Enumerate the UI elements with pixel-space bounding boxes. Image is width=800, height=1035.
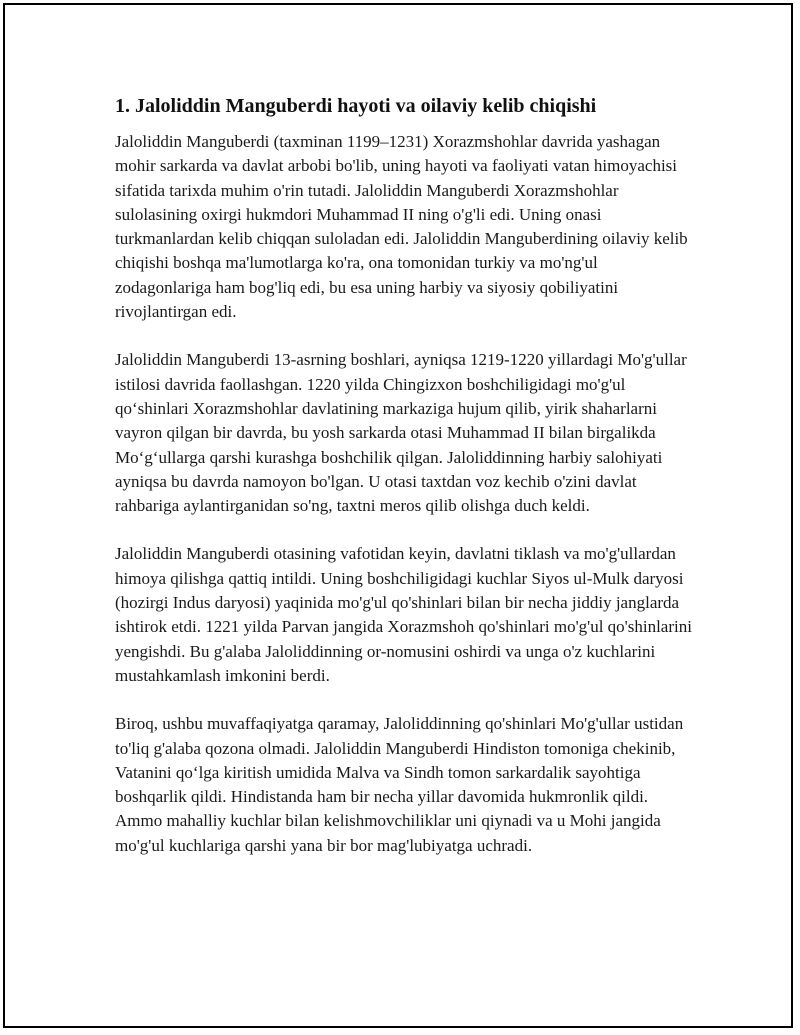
section-heading: 1. Jaloliddin Manguberdi hayoti va oilaviy kelib chiqishi [115, 95, 597, 117]
document-body [115, 94, 695, 882]
paragraph-4: Biroq, ushbu muvaffaqiyatga qaramay, Jaloliddinning qo'shinlari Mo'g'ullar ustidan to'liq g'alaba qozona olmadi. Jaloliddin Manguberdi Hindiston tomoniga chekinib, Vatanini qo‘lga kiritish umidida Malva va Sindh tomon sarkardalik sayohtiga boshqarlik qildi. Hindistanda ham bir necha yillar davomida hukmronlik qildi. Ammo mahalliy kuchlar bilan kelishmovchiliklar uni qiynadi va u Mohi jangida mo'g'ul kuchlariga qarshi yana bir bor mag'lubiyatga uchradi. [115, 714, 684, 855]
paragraph-1: Jaloliddin Manguberdi (taxminan 1199–1231) Xorazmshohlar davrida yashagan mohir sarkarda va davlat arbobi bo'lib, uning hayoti va faoliyati vatan himoyachisi sifatida tarixda muhim o'rin tutadi. Jaloliddin Manguberdi Xorazmshohlar sulolasining oxirgi hukmdori Muhammad II ning o'g'li edi. Uning onasi turkmanlardan kelib chiqqan suloladan edi. Jaloliddin Manguberdining oilaviy kelib chiqishi boshqa ma'lumotlarga ko'ra, ona tomonidan turkiy va mo'ng'ul zodagonlariga ham bog'liq edi, bu esa uning harbiy va siyosiy qobiliyatini rivojlantirgan edi. [115, 132, 688, 322]
paragraph-2: Jaloliddin Manguberdi 13-asrning boshlari, ayniqsa 1219-1220 yillardagi Mo'g'ullar istilosi davrida faollashgan. 1220 yilda Chingizxon boshchiligidagi mo'g'ul qo‘shinlari Xorazmshohlar davlatining markaziga hujum qilib, yirik shaharlarni vayron qilgan bir davrda, bu yosh sarkarda otasi Muhammad II bilan birgalikda Mo‘g‘ullarga qarshi kurashga boshchilik qilgan. Jaloliddinning harbiy salohiyati ayniqsa bu davrda namoyon bo'lgan. U otasi taxtdan voz kechib o'zini davlat rahbariga aylantirganidan so'ng, taxtni meros qilib olishga duch keldi. [115, 350, 687, 516]
paragraph-3: Jaloliddin Manguberdi otasining vafotidan keyin, davlatni tiklash va mo'g'ullardan himoya qilishga qattiq intildi. Uning boshchiligidagi kuchlar Siyos ul-Mulk daryosi (hozirgi Indus daryosi) yaqinida mo'g'ul qo'shinlari bilan bir necha jiddiy janglarda ishtirok etdi. 1221 yilda Parvan jangida Xorazmshoh qo'shinlari mo'g'ul qo'shinlarini yengishdi. Bu g'alaba Jaloliddinning or-nomusini oshirdi va unga o'z kuchlarini mustahkamlash imkonini berdi. [115, 544, 692, 685]
